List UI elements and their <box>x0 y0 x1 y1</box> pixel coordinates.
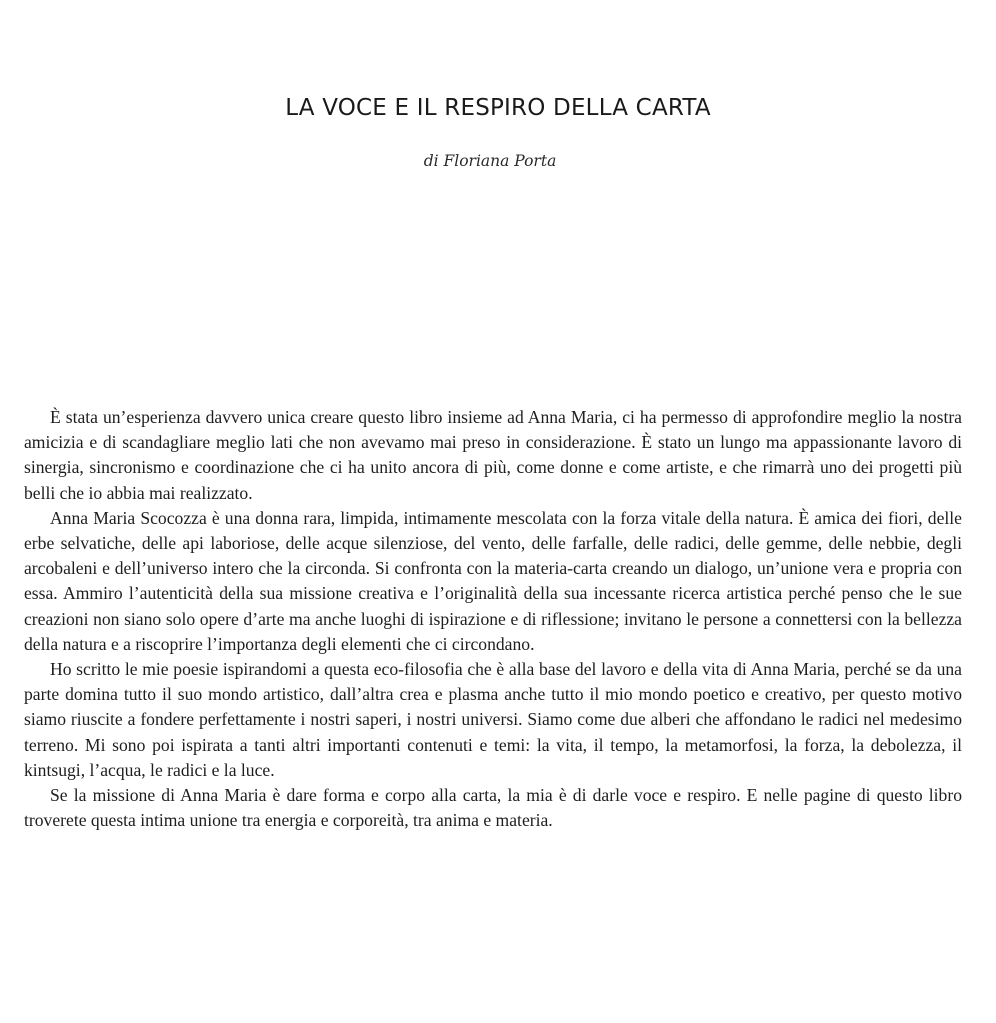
body-text <box>24 405 962 833</box>
paragraph-1: È stata un’esperienza davvero unica creare questo libro insieme ad Anna Maria, ci ha permesso di approfondire meglio la nostra amicizia e di scandagliare meglio lati che non avevamo mai preso in considerazione. È stato un lungo ma appassionante lavoro di sinergia, sincronismo e coordinazione che ci ha unito ancora di più, come donne e come artiste, e che rimarrà uno dei progetti più belli che io abbia mai realizzato. <box>24 407 962 503</box>
page-title: LA VOCE E IL RESPIRO DELLA CARTA <box>285 95 711 121</box>
author-byline: di Floriana Porta <box>423 152 557 170</box>
paragraph-2: Anna Maria Scocozza è una donna rara, limpida, intimamente mescolata con la forza vitale della natura. È amica dei fiori, delle erbe selvatiche, delle api laboriose, delle acque silenziose, del vento, delle farfalle, delle radici, delle gemme, delle nebbie, degli arcobaleni e dell’universo intero che la circonda. Si confronta con la materia-carta creando un dialogo, un’unione vera e propria con essa. Ammiro l’autenticità della sua missione creativa e l’originalità della sua incessante ricerca artistica perché penso che le sue creazioni non siano solo opere d’arte ma anche luoghi di ispirazione e di riflessione; invitano le persone a connettersi con la bellezza della natura e a riscoprire l’importanza degli elementi che ci circondano. <box>24 507 962 654</box>
paragraph-4: Se la missione di Anna Maria è dare forma e corpo alla carta, la mia è di darle voce e respiro. E nelle pagine di questo libro troverete questa intima unione tra energia e corporeità, tra anima e materia. <box>24 785 962 831</box>
paragraph-3: Ho scritto le mie poesie ispirandomi a questa eco-filosofia che è alla base del lavoro e della vita di Anna Maria, perché se da una parte domina tutto il suo mondo artistico, dall’altra crea e plasma anche tutto il mio mondo poetico e creativo, per questo motivo siamo riuscite a fondere perfettamente i nostri saperi, i nostri universi. Siamo come due alberi che affondano le radici nel medesimo terreno. Mi sono poi ispirata a tanti altri importanti contenuti e temi: la vita, il tempo, la metamorfosi, la forza, la debolezza, il kintsugi, l’acqua, le radici e la luce. <box>24 659 962 780</box>
